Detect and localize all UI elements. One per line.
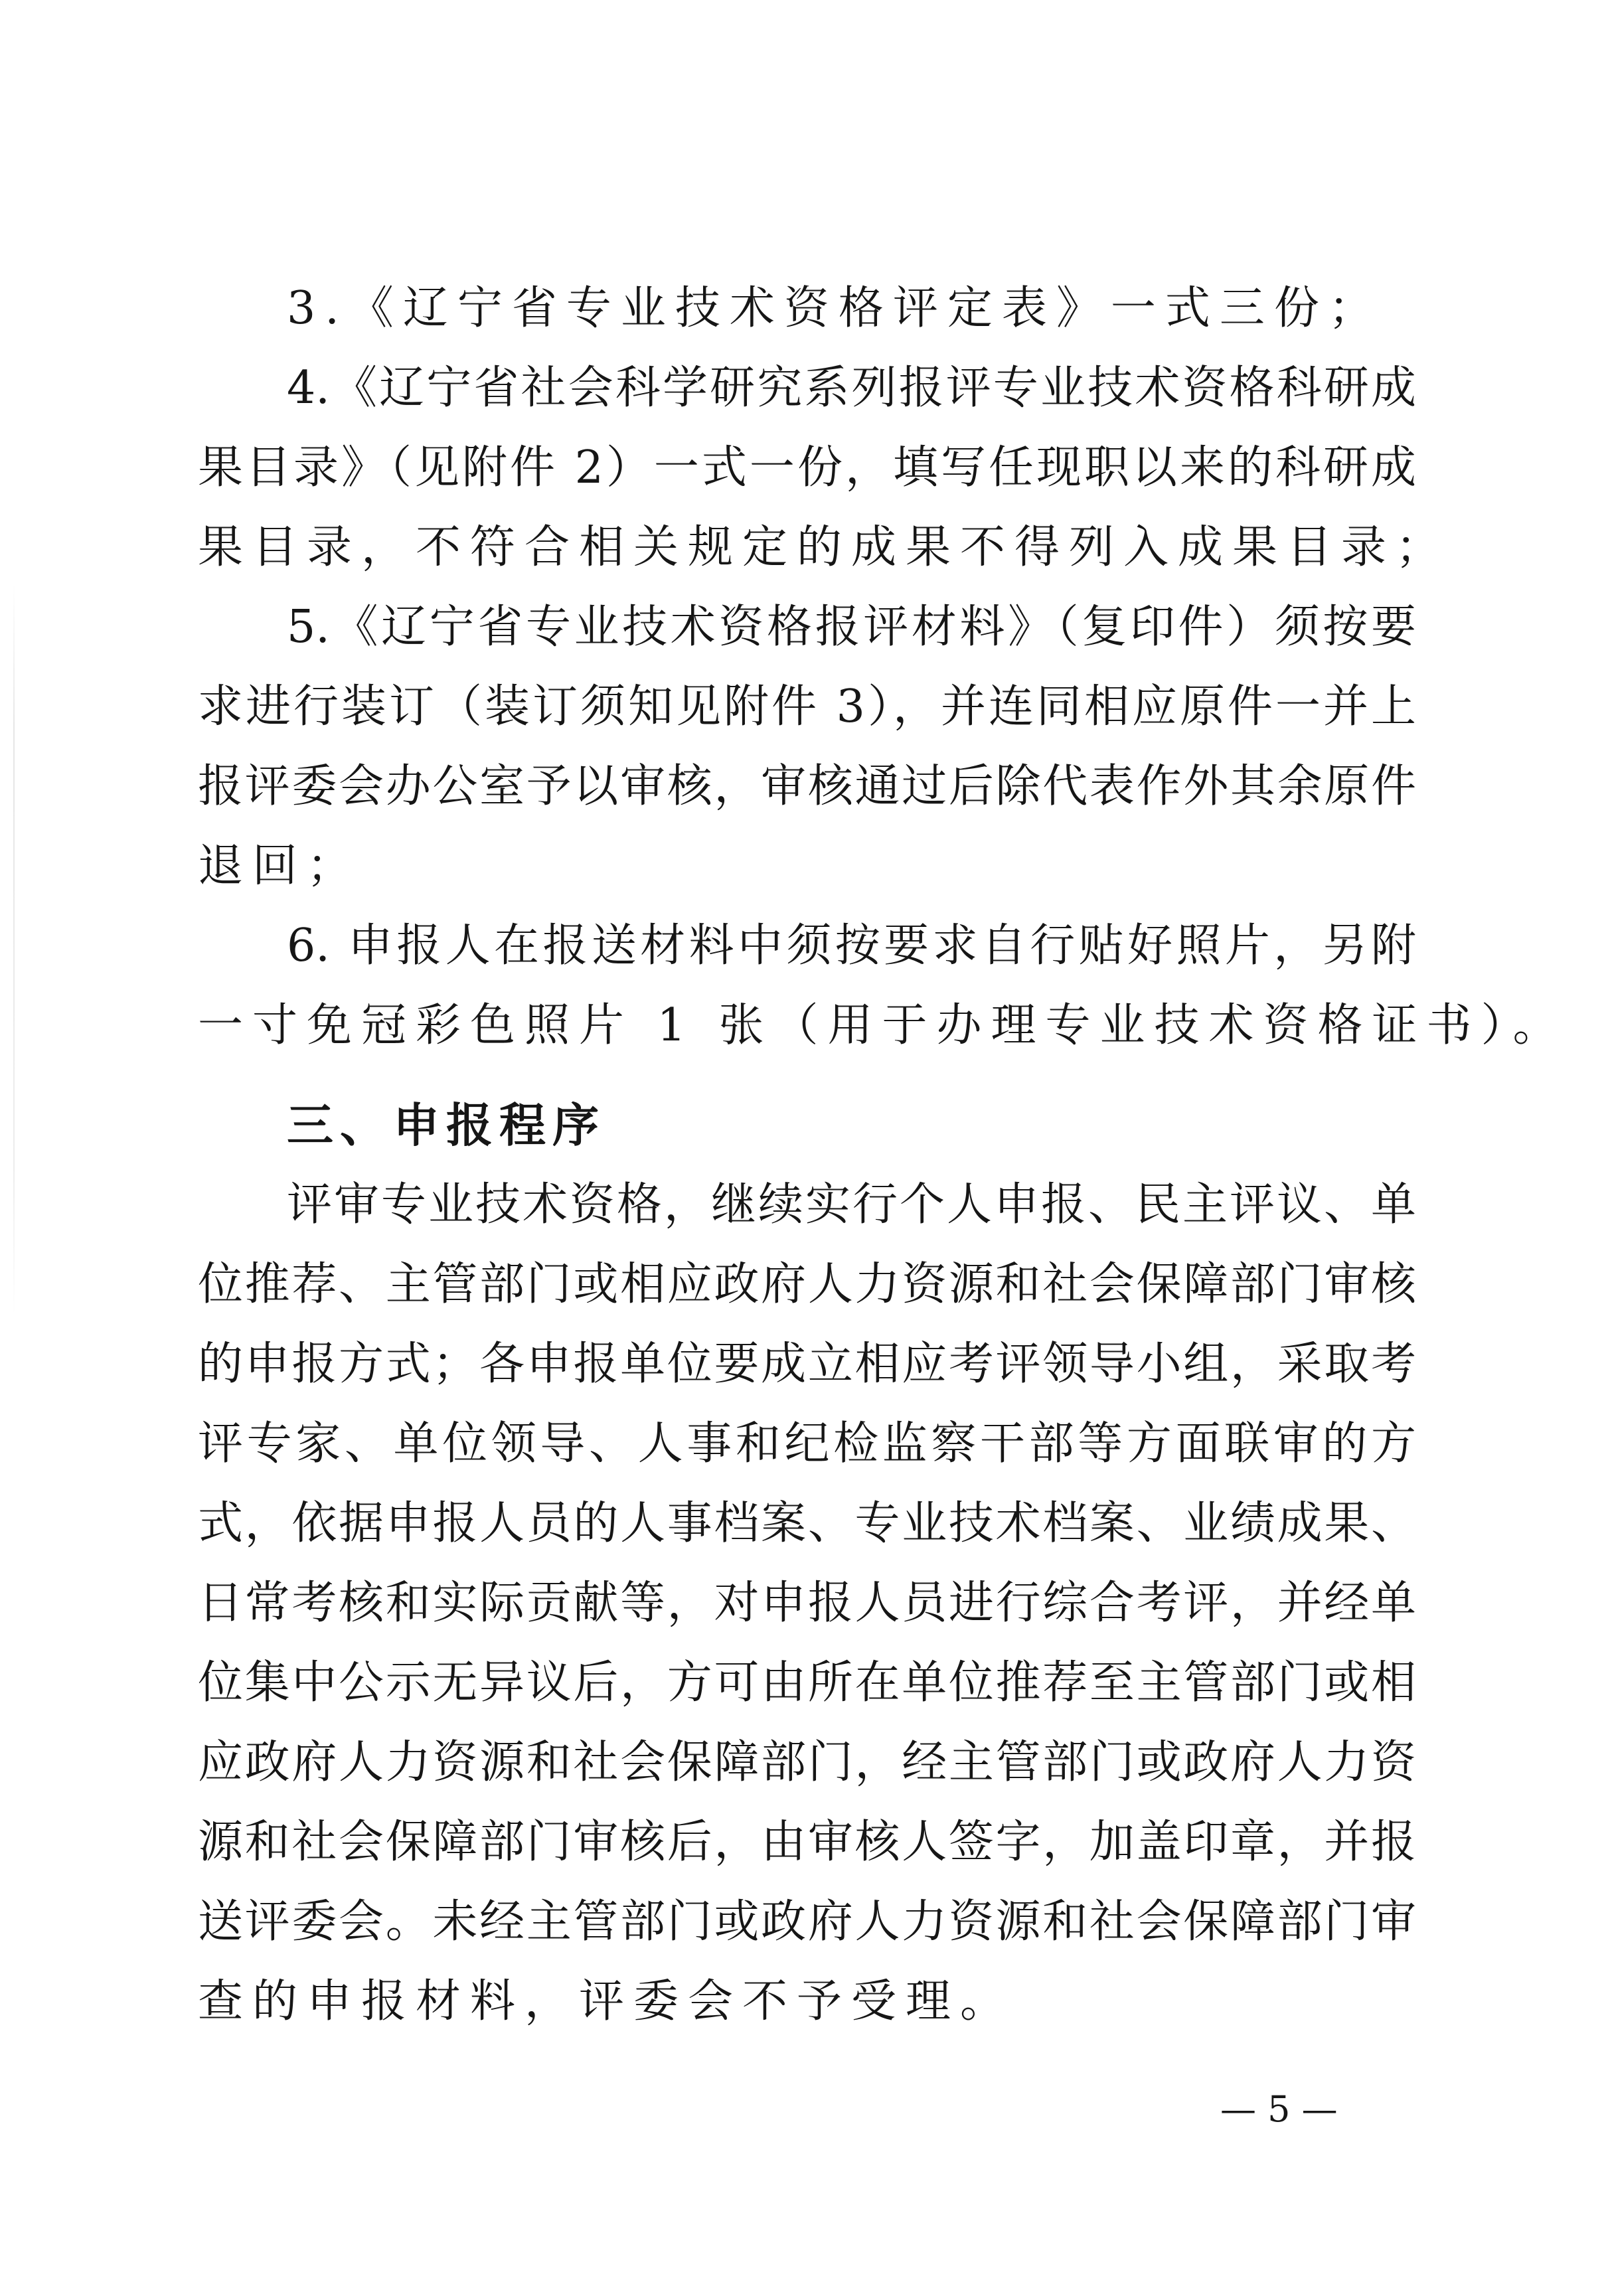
item-4-line-1: 4.《辽宁省社会科学研究系列报评专业技术资格科研成 [287, 362, 1416, 414]
procedure-line-8: 应政府人力资源和社会保障部门，经主管部门或政府人力资 [198, 1736, 1416, 1789]
item-5-line-4: 退回； [198, 840, 362, 892]
procedure-line-1: 评审专业技术资格，继续实行个人申报、民主评议、单 [287, 1179, 1416, 1231]
section-heading: 三、申报程序 [287, 1098, 605, 1153]
procedure-line-2: 位推荐、主管部门或相应政府人力资源和社会保障部门审核 [198, 1258, 1416, 1311]
procedure-line-4: 评专家、单位领导、人事和纪检监察干部等方面联审的方 [198, 1418, 1416, 1470]
procedure-line-3: 的申报方式；各申报单位要成立相应考评领导小组，采取考 [198, 1338, 1416, 1390]
procedure-line-5: 式，依据申报人员的人事档案、专业技术档案、业绩成果、 [198, 1497, 1416, 1550]
page-number: — 5 — [1220, 2088, 1338, 2130]
procedure-line-6: 日常考核和实际贡献等，对申报人员进行综合考评，并经单 [198, 1577, 1416, 1629]
item-5-line-3: 报评委会办公室予以审核，审核通过后除代表作外其余原件 [198, 760, 1416, 813]
item-5-line-2: 求进行装订（装订须知见附件 3），并连同相应原件一并上 [198, 681, 1416, 733]
procedure-line-11: 查的申报材料，评委会不予受理。 [198, 1975, 1015, 2028]
procedure-line-7: 位集中公示无异议后，方可由所在单位推荐至主管部门或相 [198, 1657, 1416, 1709]
item-4-line-3: 果目录，不符合相关规定的成果不得列入成果目录； [198, 521, 1451, 574]
scan-edge-shadow [13, 584, 15, 1315]
procedure-line-9: 源和社会保障部门审核后，由审核人签字，加盖印章，并报 [198, 1816, 1416, 1868]
item-3-line: 3.《辽宁省专业技术资格评定表》一式三份； [287, 282, 1383, 335]
item-6-line-1: 6. 申报人在报送材料中须按要求自行贴好照片，另附 [287, 920, 1416, 972]
item-5-line-1: 5.《辽宁省专业技术资格报评材料》（复印件）须按要 [287, 601, 1416, 653]
item-4-line-2: 果目录》（见附件 2）一式一份，填写任现职以来的科研成 [198, 442, 1416, 494]
procedure-line-10: 送评委会。未经主管部门或政府人力资源和社会保障部门审 [198, 1896, 1416, 1948]
item-6-line-2: 一寸免冠彩色照片 1 张（用于办理专业技术资格证书）。 [198, 999, 1568, 1052]
